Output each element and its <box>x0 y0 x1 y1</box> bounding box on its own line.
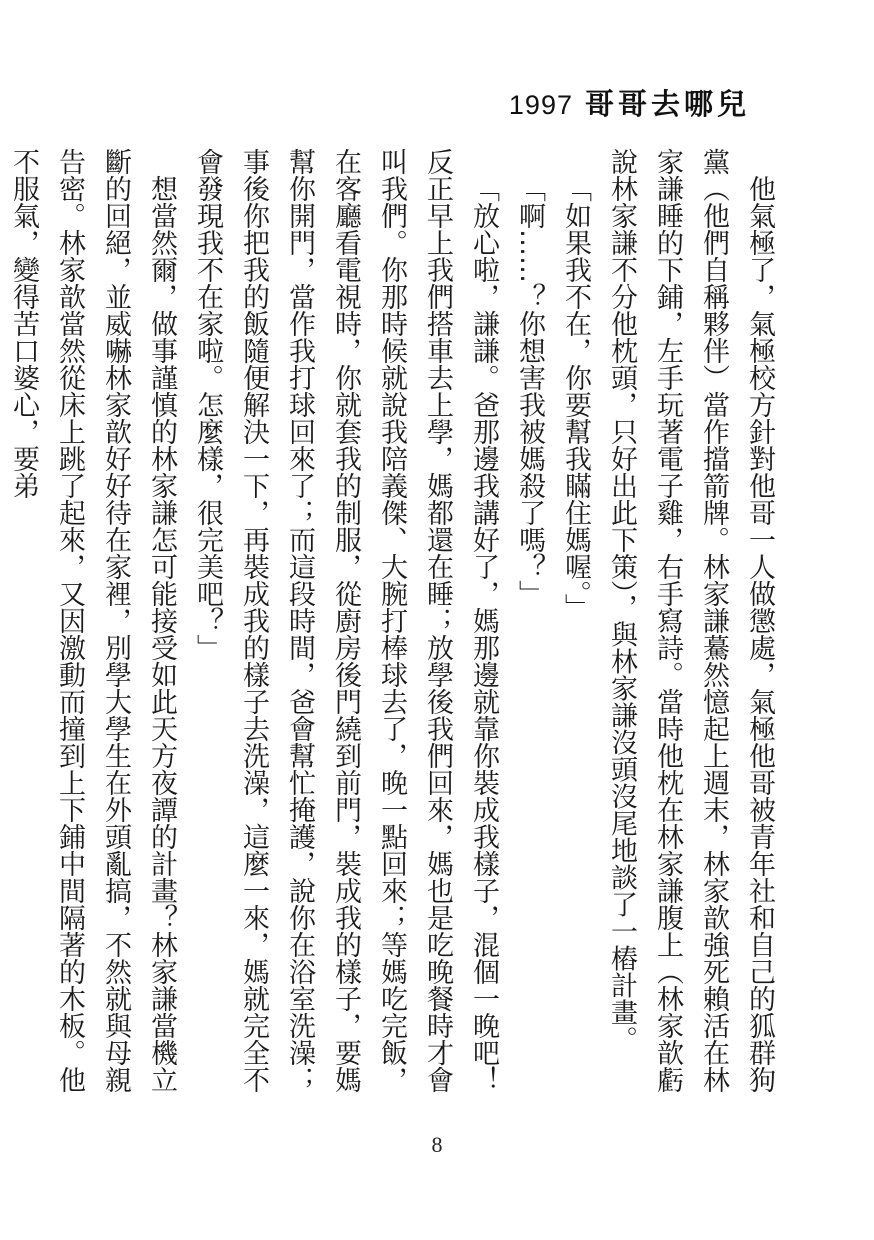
paragraph-dialogue: 「如果我不在，你要幫我瞞住媽喔。」 <box>560 175 591 621</box>
paragraph-dialogue: 「放心啦，謙謙。爸那邊我講好了，媽那邊就靠你裝成我樣子，混個一晚吧！反正早上我們搭車去上學，媽都還在睡；放學後我們回來，媽也是吃晚餐時才會叫我們。你那時候就說我陪義傑、大腕打棒球去了，晚一點回來；等媽吃完飯，在客廳看電視時，你就套我的制服，從廚房後門繞到前門，裝成我的樣子，要媽幫你開門，當作我打球回來了；而這段時間，爸會幫忙掩護，說你在浴室洗澡；事後你把我的飯隨便解決一下，再裝成我的樣子去洗澡，這麼一來，媽就完全不會發現我不在家啦。怎麼樣，很完美吧？」 <box>192 148 499 1093</box>
header-title: 哥哥去哪兒 <box>584 87 750 121</box>
paragraph-narration: 他氣極了，氣極校方針對他哥一人做懲處，氣極他哥被青年社和自己的狐群狗黨（他們自稱夥伴）當作擋箭牌。林家謙驀然憶起上週末，林家歆強死賴活在林家謙睡的下鋪，左手玩著電子雞，右手寫詩。當時他枕在林家謙腹上（林家歆虧說林家謙不分他枕頭，只好出此下策），與林家謙沒頭沒尾地談了一樁計畫。 <box>606 148 775 1093</box>
header-year: 1997 <box>508 90 573 120</box>
page-number: 8 <box>431 1132 443 1157</box>
vertical-body-text <box>8 148 782 1096</box>
paragraph-narration: 想當然爾，做事謹慎的林家謙怎可能接受如此天方夜譚的計畫？林家謙當機立斷的回絕，並威嚇林家歆好好待在家裡，別學大學生在外頭亂搞，不然就與母親告密。林家歆當然從床上跳了起來，又因激動而撞到上下鋪中間隔著的木板。他不服氣，變得苦口婆心，要弟 <box>8 148 177 1093</box>
paragraph-dialogue: 「啊……？你想害我被媽殺了嗎？」 <box>514 175 545 607</box>
running-header <box>509 82 750 123</box>
